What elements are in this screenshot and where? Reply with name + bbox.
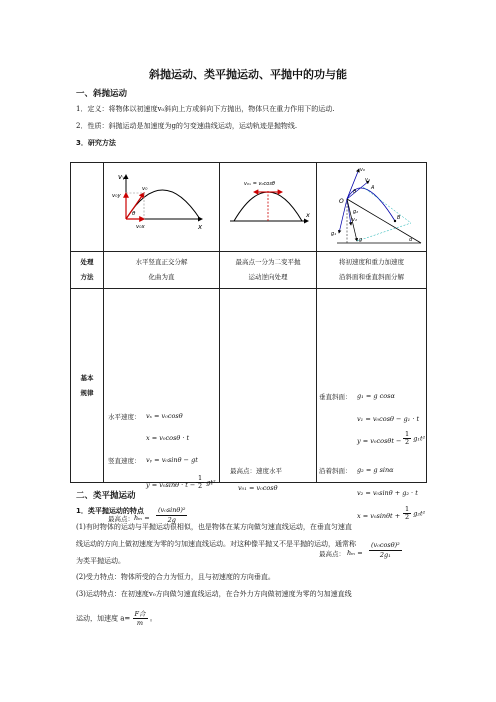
c3-y-formula: y = v₀cosθt − xyxy=(357,436,402,445)
section2-p3-end: 。 xyxy=(149,614,157,623)
fig3-A-label: A xyxy=(371,185,375,191)
c1-gt2: gt² xyxy=(206,478,216,486)
section2-p3a: (3)运动特点：在初速度v₀方向做匀速直线运动，在合外力方向做初速度为零的匀加速直线 xyxy=(76,590,352,598)
c3-g1t2: g₁t² xyxy=(413,434,426,442)
fig1-v0-label: v₀ xyxy=(142,186,148,192)
c3-g2t2: g₂t² xyxy=(413,509,426,517)
method-col3-line2: 沿斜面和垂直斜面分解 xyxy=(339,273,404,281)
section2-p1c: 为类平抛运动。 xyxy=(76,557,125,565)
method-col1-line1: 水平竖直正交分解 xyxy=(135,258,188,266)
c3-v1-formula: v₁ = v₀cosθ − g₁ · t xyxy=(357,414,420,423)
fig1-v0y-label: v₀y xyxy=(112,193,121,199)
fig3-B-label: B xyxy=(397,215,401,221)
figure-row xyxy=(71,163,427,252)
property-text: 2．性质：斜抛运动是加速度为g的匀变速曲线运动，运动轨迹是抛物线. xyxy=(76,122,298,130)
fig1-x-label: x xyxy=(198,223,203,231)
method-col1 xyxy=(104,252,220,289)
method-col3-line1: 将初速度和重力加速度 xyxy=(339,258,404,266)
fig3-g-label: g xyxy=(359,237,363,243)
c3-g1-formula: g₁ = g cosα xyxy=(357,391,395,400)
method-col2-line1: 最高点一分为二变平抛 xyxy=(235,258,301,266)
c3-x-formula: x = v₀sinθt + xyxy=(357,511,401,520)
c3-g2-formula: g₂ = g sinα xyxy=(357,465,394,474)
fig1-y-label: vᵧ xyxy=(118,173,125,181)
fig1-v0x-label: v₀x xyxy=(136,224,145,230)
c1-vy-formula: vᵧ = v₀sinθ − gt xyxy=(146,455,198,464)
section2-sub1: 1．类平抛运动的特点 xyxy=(76,507,144,515)
page-title: 斜抛运动、类平抛运动、平抛中的功与能 xyxy=(149,68,347,81)
definition-text: 1．定义：将物体以初速度v₀斜向上方或斜向下方抛出，物体只在重力作用下的运动. xyxy=(76,105,335,113)
c1-vert-label: 竖直速度： xyxy=(108,456,141,465)
figure-oblique-decomposition xyxy=(104,163,220,252)
rules-col3 xyxy=(317,289,427,559)
c1-y-formula: y = v₀sinθ · t − xyxy=(146,480,196,489)
c1-peak-label: 最高点： xyxy=(108,514,134,523)
fig3-alpha-label: α xyxy=(409,237,413,243)
c3-half-fraction-2: $\frac{1}{2}$ xyxy=(405,504,410,521)
fig3-v2-label: v₂ xyxy=(352,217,357,223)
c3-v2-formula: v₂ = v₀sinθ + g₂ · t xyxy=(357,488,418,497)
fig3-v1-label: v₁ xyxy=(365,177,370,183)
c3-hm-label: hₘ = xyxy=(347,548,363,557)
c3-perp-label: 垂直斜面： xyxy=(319,392,352,401)
fig3-O-label: O xyxy=(339,198,344,205)
fig1-theta-label: θ xyxy=(132,211,136,217)
c2-peak-text: 最高点：速度水平 xyxy=(230,466,282,475)
c1-x-formula: x = v₀cosθ · t xyxy=(146,433,190,442)
c2-v01-formula: v₀₁ = v₀cosθ xyxy=(238,483,278,492)
c3-along-label: 沿着斜面： xyxy=(319,466,352,475)
figure-peak-split xyxy=(220,163,317,252)
fig2-label: v₀ₓ = v₀cosθ xyxy=(244,181,275,187)
method-row-label xyxy=(71,252,104,289)
c3-peak-label: 最高点： xyxy=(319,549,345,558)
c1-horiz-label: 水平速度： xyxy=(108,412,141,421)
c3-hm-fraction: $\frac{\text{(v₀cosθ)²}}{\text{2g₁}}$ xyxy=(371,540,400,559)
fig3-g1-label: g₁ xyxy=(331,231,337,237)
rules-col2 xyxy=(220,289,317,492)
c3-half-fraction-1: $\frac{1}{2}$ xyxy=(405,429,410,446)
c1-hm-label: hₘ = xyxy=(134,513,150,522)
rules-row-label xyxy=(71,289,104,483)
method-heading: 3．研究方法 xyxy=(76,139,116,147)
accel-fraction: $\frac{\text{F合}}{m}$ xyxy=(134,610,146,627)
fig2-x-label: x xyxy=(306,211,310,219)
figure-incline-decomposition xyxy=(317,163,427,252)
c1-half-fraction: $\frac{1}{2}$ xyxy=(198,473,203,490)
fig3-v0-label: v₀ xyxy=(360,167,365,173)
method-row-label-text: 处理方法 xyxy=(80,258,94,281)
method-col1-line2: 化曲为直 xyxy=(148,273,175,281)
section2-p1b: 线运动的方向上做初速度为零的匀加速直线运动。对这种像平抛又不是平抛的运动，通常称 xyxy=(76,540,356,548)
c1-hm-fraction: $\frac{\text{(v₀sinθ)²}}{2g}$ xyxy=(158,505,186,524)
rules-row-label-text: 基本规律 xyxy=(80,373,94,397)
method-row xyxy=(71,252,427,289)
section2-p3b-text: 运动，加速度 a= xyxy=(76,614,131,623)
fig3-theta-label: θ xyxy=(353,189,357,195)
fig3-g2-label: g₂ xyxy=(353,209,359,215)
rules-row xyxy=(71,289,427,483)
c1-vx-formula: vₓ = v₀cosθ xyxy=(146,411,183,420)
section2-p1a: (1)有时物体的运动与平抛运动很相似，也是物体在某方向做匀速直线运动，在垂直匀速直 xyxy=(76,523,352,531)
section2-p3b xyxy=(76,610,157,627)
section2-heading: 二、类平抛运动 xyxy=(76,491,136,501)
method-col2-line2: 运动逆向处理 xyxy=(248,273,288,281)
method-col3 xyxy=(317,252,427,289)
figure-row-label xyxy=(71,163,104,252)
section2-p2: (2)受力特点：物体所受的合力为恒力，且与初速度的方向垂直。 xyxy=(76,573,275,581)
section1-heading: 一、斜抛运动 xyxy=(76,89,128,99)
method-col2 xyxy=(220,252,317,289)
